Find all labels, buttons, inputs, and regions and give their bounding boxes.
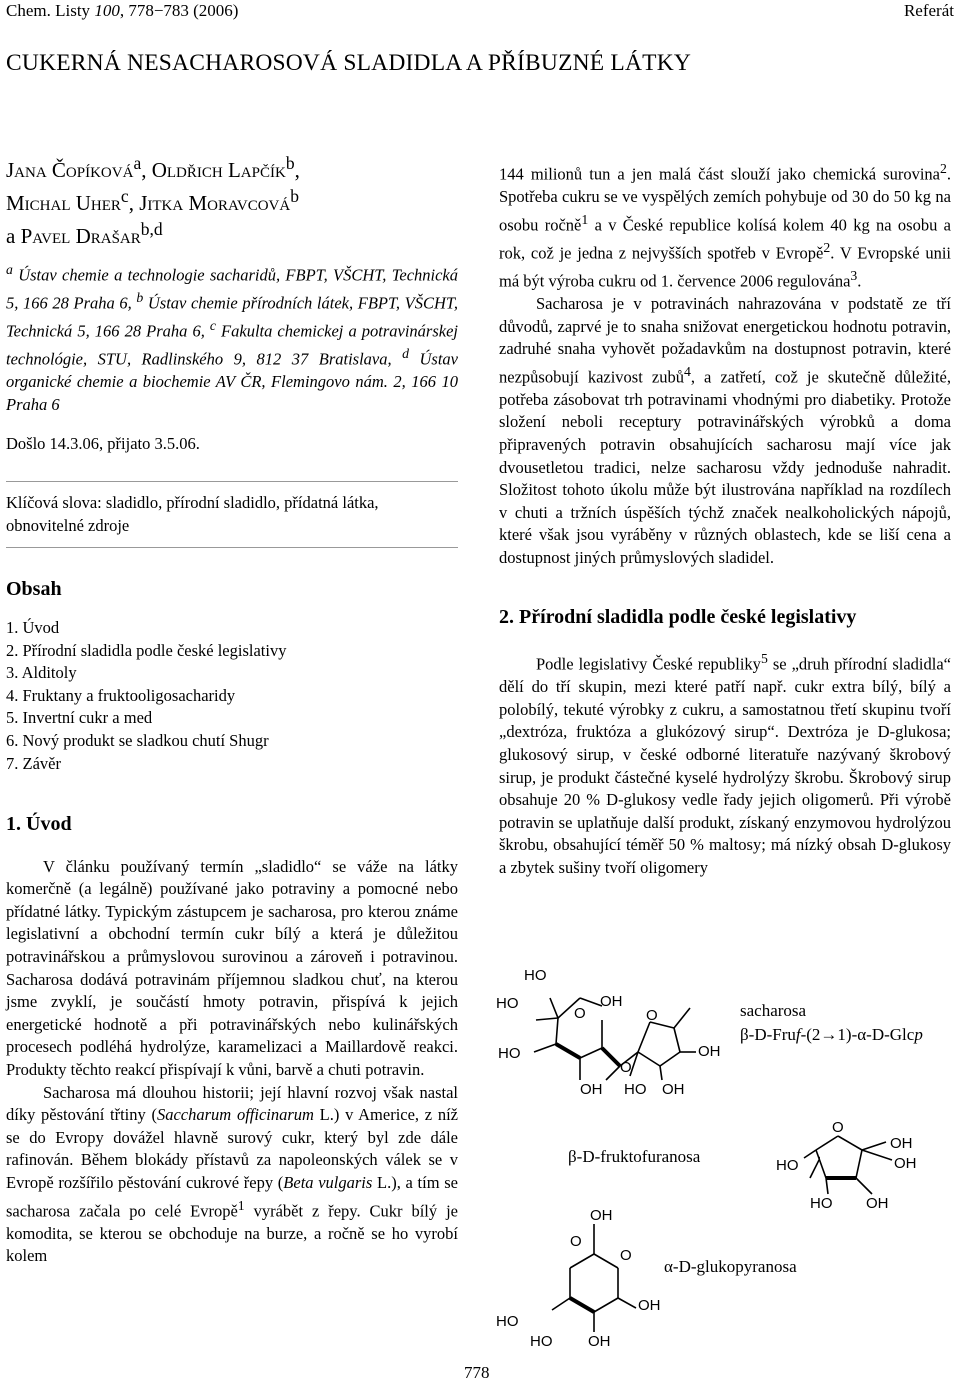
right-column [499,158,951,880]
atom-label: OH [600,993,623,1010]
atom-label: O [574,1005,586,1022]
author-list: Jana Čopíková$^a$, Oldřich Lapčík$^b$, Michal Uher$^c$, Jitka Moravcová$^b$ a Pavel Drašar$^{b,d}$ [6,153,300,248]
atom-label: HO [530,1333,553,1350]
atom-label: HO [498,1045,521,1062]
toc-item: 2. Přírodní sladidla podle české legislativy [6,640,287,660]
atom-label: OH [894,1155,917,1172]
fructofuranose-structure [776,1120,956,1227]
atom-label: HO [776,1157,799,1174]
atom-label: OH [698,1043,721,1060]
atom-label: OH [662,1081,685,1098]
atom-label: O [620,1059,632,1076]
toc-item: 6. Nový produkt se sladkou chutí Shugr [6,730,269,750]
atom-label: HO [524,967,547,984]
section-heading: 1. Úvod [6,813,72,836]
paragraph: V článku používaný termín „sladidlo“ se váže na látky komerčně (a legálně) používané jako potraviny a pomocné nebo přídatné látky. Typickým zástupcem je sacharosa, pro kterou známe legislativní a obchodní termín cukr bílý a která je důležitou potravinářskou a průmyslovou surovinou a zároveň i potravinou. Sacharosa dodává potravinám příjemnou sladkou chuť, na kterou jsme zvyklí, je součástí hmoty potravin, přispívá k jejich energetické hodnotě a při potravinářských nebo kulinářských procesech podléhá hydrolýze, karamelizaci a Maillardově reakci. Produkty těchto reakcí přispívají k vůni, barvě a chuti potravin. [6,856,458,1080]
section-label: Referát [903,1,954,20]
fructofuranose-drawing [776,1120,956,1220]
atom-label: OH [588,1333,611,1350]
glucopyranose-label: α-D-glukopyranosa [664,1257,797,1276]
table-of-contents [6,617,458,775]
atom-label: HO [810,1195,833,1212]
atom-label: OH [590,1207,613,1224]
paragraph: Sacharosa je v potravinách nahrazována v podstatě ze tří důvodů, zaprvé je to snaha snižovat energetickou hodnotu potravin, zadruhé snaha vyhovět požadavkům na dostupnost potravin, které nezpůsobují kazivost zubů$^4$, a zatřetí, což je skutečně důležité, potřeba zásobovat trh potravinami vhodnými pro diabetiky. Protože složení neboli receptury potravinářských výrobků a doma připravených potravin obsahujících sacharosu mají více jak dvousetletou tradici, nelze sacharosu vždy jednoduše nahradit. Složitost tohoto úkolu může být ilustrována například na rozdílech v chuti a tržních úspěších týchž značek nealkoholických nápojů, které však jsou vyráběny v různých oblastech, kde se liší cena a dostupnost jiných průmyslových sladidel. [499,293,952,567]
received-date: Došlo 14.3.06, přijato 3.5.06. [6,433,200,453]
toc-item: 5. Invertní cukr a med [6,708,153,728]
atom-label: HO [496,995,519,1012]
toc-item: 3. Alditoly [6,663,77,683]
journal-citation: Chem. Listy 100, 778−783 (2006) [6,1,239,20]
atom-label: HO [496,1313,519,1330]
atom-label: OH [890,1135,913,1152]
affiliations: $^a$ Ústav chemie a technologie sacharidů, FBPT, VŠCHT, Technická 5, 166 28 Praha 6, $^b$ Ústav chemie přírodních látek, FBPT, VŠCHT, Technická 5, 166 28 Praha 6, $^c$ Fakulta chemickej a potravinárskej technológie, STU, Radlinského 9, 812 37 Bratislava, $^d$ Ústav organické chemie a biochemie AV ČR, Flemingovo nám. 2, 166 10 Praha 6 [6,262,459,414]
atom-label: OH [580,1081,603,1098]
paragraph: Sacharosa má dlouhou historii; její hlavní rozvoj však nastal díky pěstování třtiny (Saccharum officinarum L.) v Americe, z níž se do Evropy dovážel hlavně surový cukr, který byl zde dále rafinován. Během blokády přístavů za napoleonských válek se v Evropě rozšířilo pěstování cukrové řepy (Beta vulgaris L.), a tím se sacharosa začala po celé Evropě$^1$ vyrábět z řepy. Cukr bílý je komodita, se kterou se obchoduje na burze, a ročně se ho vyrobí kolem [6,1082,458,1266]
sucrose-formula: β-D-Fruf-(2→1)-α-D-Glcp [740,1025,923,1044]
atom-label: O [646,1007,658,1024]
section-heading: 2. Přírodní sladidla podle české legislativy [499,605,857,628]
paragraph: 144 milionů tun a jen malá část slouží jako chemická surovina$^2$. Spotřeba cukru se ve vyspělých zemích pohybuje od 30 do 50 kg na osobu ročně$^1$ a v České republice kolísá kolem 40 kg na osobu a rok, což je jedna z nejvyšších spotřeb v Evropě$^2$. V Evropské unii má být výroba cukru od 1. července 2006 regulována$^3$. [499,161,952,291]
contents-heading: Obsah [6,578,62,601]
atom-label: OH [638,1297,661,1314]
left-column [6,150,458,1268]
toc-item: 4. Fruktany a fruktooligosacharidy [6,685,236,705]
page-number: 778 [464,1363,490,1382]
atom-label: O [620,1247,632,1264]
atom-label: O [570,1233,582,1250]
atom-label: OH [866,1195,889,1212]
toc-item: 1. Úvod [6,617,60,637]
atom-label: HO [624,1081,647,1098]
toc-item: 7. Závěr [6,753,61,773]
atom-label: O [832,1120,844,1136]
fructofuranose-label: β-D-fruktofuranosa [568,1147,701,1166]
keywords: Klíčová slova: sladidlo, přírodní sladidlo, přídatná látka, obnovitelné zdroje [6,493,379,535]
article-title: CUKERNÁ NESACHAROSOVÁ SLADIDLA A PŘÍBUZNÉ LÁTKY [6,50,692,76]
paragraph: Podle legislativy České republiky$^5$ se „druh přírodní sladidla“ dělí do tří skupin, mezi které patří např. cukr extra bílý, bílý a polobílý, tekuté výrobky z cukru, a samostatnou třetí skupinu tvoří „dextróza, fruktóza a glukózový sirup“. Dextróza je D-glukosa; glukosový sirup, v české odborné literatuře nazývaný škrobový sirup, je produkt částečné kyselé hydrolýzy škrobu. Škrobový sirup obsahuje 20 % D-glukosy vedle řady jejich oligomerů. Při výrobě potravin se uplatňuje další produkt, získaný enzymovou hydrolýzou škrobu, obsahující téměř 50 % maltosy; má nízký obsah D-glukosy a zbytek sušiny tvoří oligomery [499,651,951,878]
sucrose-label: sacharosa [740,1001,807,1020]
